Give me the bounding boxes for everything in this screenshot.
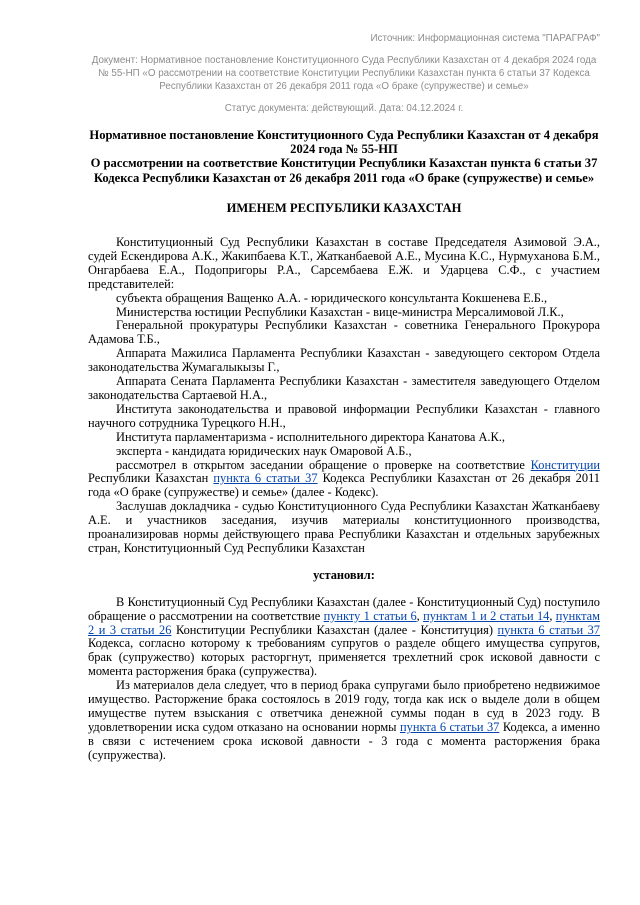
text-run: Аппарата Мажилиса Парламента Республики Казахстан - заведующего сектором Отдела законодательства Жумагалыкызы Г., [88,346,600,375]
document-link[interactable]: пункту 1 статьи 6 [323,608,417,623]
paragraph [88,500,600,556]
text-run: Из материалов дела следует, что в период брака супругами было приобретено недвижимое имущество. Расторжение брака состоялось в 2019 году, тогда как иск о выделе доли в общем имуществе путем взыскания с ответчика денежной суммы подан в суд в 2023 году. В удовлетворении иска судом отказано на основании нормы [88,678,600,734]
heading-in-the-name: ИМЕНЕМ РЕСПУБЛИКИ КАЗАХСТАН [226,200,462,215]
text-run: эксперта - кандидата юридических наук Омаровой А.Б., [116,443,412,458]
paragraph [88,236,600,292]
text-run: Министерства юстиции Республики Казахстан - вице-министра Мерсалимовой Л.К., [116,304,564,319]
text-run: , [549,608,556,623]
text-run: рассмотрел в открытом заседании обращение о проверке на соответствие [116,457,531,472]
text-run: Института законодательства и правовой информации Республики Казахстан - главного научного сотрудника Турецкого Н.Н., [88,401,600,430]
text-run: Кодекса Республики Казахстан от 26 декабря 2011 года «О браке (супружестве) и семье» (далее - Кодекс). [88,471,600,500]
text-run: Конституции Республики Казахстан (далее - Конституция) [171,622,498,637]
text-run: Конституционный Суд Республики Казахстан в составе Председателя Азимовой Э.А., судей Ескендирова А.К., Жакипбаева К.Т., Жатканбаевой А.Е., Мусина К.С., Нурмуханова Б.М., Онгарбаева Е.А., Подопригоры Р.А., Сарсембаева Е.Ж. и Ударцева С.Ф., с участием представителей: [88,235,600,291]
document-title-part1: Нормативное постановление Конституционного Суда Республики Казахстан от 4 декабря 2024 года № 55-НП [89,128,599,157]
document-title-part2: О рассмотрении на соответствие Конституции Республики Казахстан пункта 6 статьи 37 Кодекса Республики Казахстан от 26 декабря 2011 года «О браке (супружестве) и семье» [90,156,598,185]
document-link[interactable]: Конституции [530,457,600,472]
document-title [88,128,600,185]
document-link[interactable]: пунктам 1 и 2 статьи 14 [423,608,550,623]
paragraph [88,431,600,445]
document-link[interactable]: пункта 6 статьи 37 [400,719,500,734]
text-run: Генеральной прокуратуры Республики Казахстан - советника Генерального Прокурора Адамова Т.Б., [88,318,600,347]
document-info-line: Документ: Нормативное постановление Конституционного Суда Республики Казахстан от 4 декабря 2024 года № 55-НП «О рассмотрении на соответствие Конституции Республики Казахстан пункта 6 статьи 37 Кодекса Республики Казахстан от 26 декабря 2011 года «О браке (супружестве) и семье» [91,55,597,92]
text-run: Республики Казахстан [88,471,214,486]
source-line: Источник: Информационная система "ПАРАГРАФ" [370,33,600,44]
text-run: субъекта обращения Ващенко А.А. - юридического консультанта Кокшенева Е.Б., [116,290,548,305]
paragraph [88,679,600,762]
text-run: установил: [313,567,375,582]
paragraph [88,306,600,320]
document-link[interactable]: пункта 6 статьи 37 [497,622,600,637]
text-run: Кодекса, а именно в связи с истечением срока исковой давности - 3 года с момента расторжения брака (супружества). [88,719,600,762]
status-line: Статус документа: действующий. Дата: 04.12.2024 г. [224,103,464,114]
paragraph [88,459,600,501]
paragraph [88,375,600,403]
text-run: Института парламентаризма - исполнительного директора Канатова А.К., [116,429,505,444]
document-link[interactable]: пункта 6 статьи 37 [213,471,318,486]
text-run: В Конституционный Суд Республики Казахстан (далее - Конституционный Суд) поступило обращение о рассмотрении на соответствие [88,594,600,623]
section-heading [88,569,600,583]
text-run: , [416,608,424,623]
paragraph [88,596,600,679]
text-run: Аппарата Сената Парламента Республики Казахстан - заместителя заведующего Отделом законодательства Сартаевой Н.А., [88,374,600,402]
document-body [88,236,600,763]
text-run: Кодекса, согласно которому к требованиям супругов о разделе общего имущества супругов, брак (супружество) которых расторгнут, применяется трехлетний срок исковой давности с момента расторжения брака (супружества). [88,636,600,679]
text-run: Заслушав докладчика - судью Конституционного Суда Республики Казахстан Жатканбаеву А.Е. и участников заседания, изучив материалы конституционного производства, проанализировав нормы действующего права Республики Казахстан и отдельных зарубежных стран, Конституционный Суд Республики Казахстан [88,499,600,555]
paragraph [88,319,600,347]
paragraph [88,445,600,459]
paragraph [88,347,600,375]
paragraph [88,292,600,306]
paragraph [88,403,600,431]
document-link[interactable]: пунктам 2 и 3 статьи 26 [88,608,601,637]
